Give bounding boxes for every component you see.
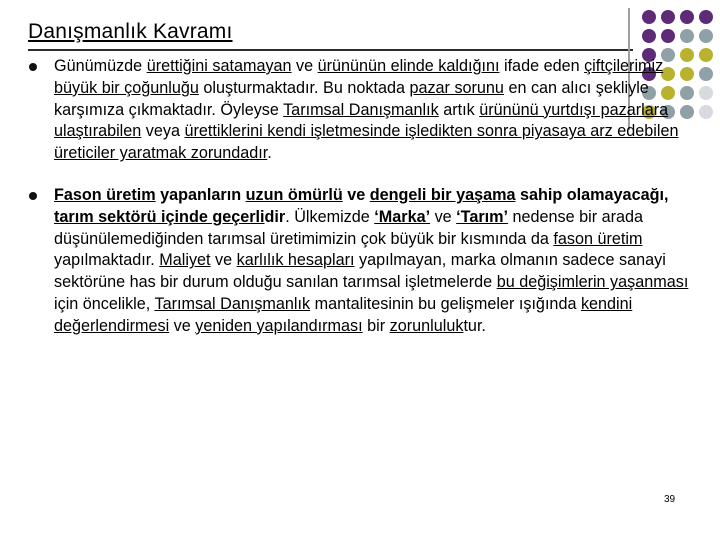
underlined-phrase: fason üretim bbox=[553, 229, 643, 248]
text-segment: en can alıcı şekliyle karşımıza çıkmaktadır. Öyleyse bbox=[54, 78, 649, 119]
text-segment: . Ülkemizde bbox=[285, 207, 375, 226]
dot-purple bbox=[680, 10, 694, 24]
underlined-phrase: bu değişimlerin yaşanması bbox=[496, 273, 689, 292]
title-underline-rule bbox=[28, 49, 633, 51]
text-segment: dir bbox=[264, 207, 286, 226]
underlined-phrase: tarım sektörü içinde geçerli bbox=[54, 207, 265, 226]
text-segment: ve bbox=[342, 185, 370, 204]
dot-gray bbox=[680, 29, 694, 43]
dot-gray bbox=[699, 67, 713, 81]
text-segment: ve bbox=[210, 251, 237, 270]
dot-purple bbox=[642, 29, 656, 43]
underlined-phrase: ürününü yurtdışı pazarlara ulaştırabilen bbox=[54, 100, 669, 141]
text-segment: ve bbox=[430, 207, 457, 226]
underlined-phrase: ürününün elinde kaldığını bbox=[317, 57, 500, 75]
text-segment: için öncelikle, bbox=[54, 294, 155, 313]
dot-purple bbox=[642, 10, 656, 24]
underlined-phrase: Fason üretim bbox=[54, 185, 156, 204]
underlined-phrase: dengeli bir yaşama bbox=[369, 185, 516, 204]
text-segment: oluşturmaktadır. Bu noktada bbox=[198, 78, 410, 97]
underlined-phrase: yeniden yapılandırması bbox=[195, 316, 363, 335]
page-number: 39 bbox=[664, 494, 676, 505]
underlined-phrase: ‘Marka’ bbox=[374, 207, 431, 226]
text-segment: yapılmayan, marka olmanın sadece sanayi sektörüne has bir durum olduğu sanılan tarımsal işletmelerde bbox=[54, 251, 666, 292]
bullet-list bbox=[28, 56, 700, 338]
underlined-phrase: kendini değerlendirmesi bbox=[54, 294, 633, 335]
text-segment: veya bbox=[141, 122, 185, 141]
underlined-phrase: çiftçilerimiz büyük bir çoğunluğu bbox=[54, 57, 664, 97]
dot-olive bbox=[699, 48, 713, 62]
dot-purple bbox=[661, 29, 675, 43]
text-segment: bir bbox=[362, 316, 390, 335]
text-segment: yapılmaktadır. bbox=[54, 251, 160, 270]
text-segment: ve bbox=[291, 57, 318, 75]
underlined-phrase: ürettiklerini kendi işletmesinde işledikten sonra piyasaya arz edebilen üreticiler yaratmak zorundadır bbox=[54, 122, 679, 163]
text-segment: artık bbox=[438, 100, 480, 119]
bullet-marker-icon bbox=[29, 192, 37, 200]
bullet-item bbox=[28, 185, 700, 338]
text-segment: . bbox=[267, 144, 272, 163]
text-segment: mantalitesinin bu gelişmeler ışığında bbox=[310, 294, 581, 313]
text-segment: yapanların bbox=[155, 185, 246, 204]
underlined-phrase: Tarımsal Danışmanlık bbox=[283, 100, 439, 119]
underlined-phrase: pazar sorunu bbox=[409, 78, 504, 97]
dot-light bbox=[699, 86, 713, 100]
dot-purple bbox=[699, 10, 713, 24]
underlined-phrase: Maliyet bbox=[159, 251, 211, 270]
slide-title: Danışmanlık Kavramı bbox=[28, 20, 233, 43]
dot-gray bbox=[699, 29, 713, 43]
text-segment: nedense bir arada düşünülemediğinden tarımsal üretimimizin çok büyük bir kısmında da bbox=[54, 207, 644, 248]
text-segment: Günümüzde bbox=[54, 57, 147, 75]
underlined-phrase: karlılık hesapları bbox=[236, 251, 355, 270]
underlined-phrase: ‘Tarım’ bbox=[456, 207, 509, 226]
underlined-phrase: ürettiğini satamayan bbox=[146, 57, 292, 75]
text-segment: sahip olamayacağı, bbox=[515, 185, 669, 204]
underlined-phrase: Tarımsal Danışmanlık bbox=[154, 294, 311, 313]
text-segment: tur. bbox=[463, 316, 486, 335]
underlined-phrase: zorunluluk bbox=[389, 316, 464, 335]
bullet-item bbox=[28, 56, 700, 165]
bullet-marker-icon bbox=[29, 63, 37, 71]
dot-light bbox=[699, 105, 713, 119]
text-segment: ve bbox=[169, 316, 196, 335]
dot-purple bbox=[661, 10, 675, 24]
underlined-phrase: uzun ömürlü bbox=[245, 185, 343, 204]
text-segment: ifade eden bbox=[499, 57, 585, 75]
